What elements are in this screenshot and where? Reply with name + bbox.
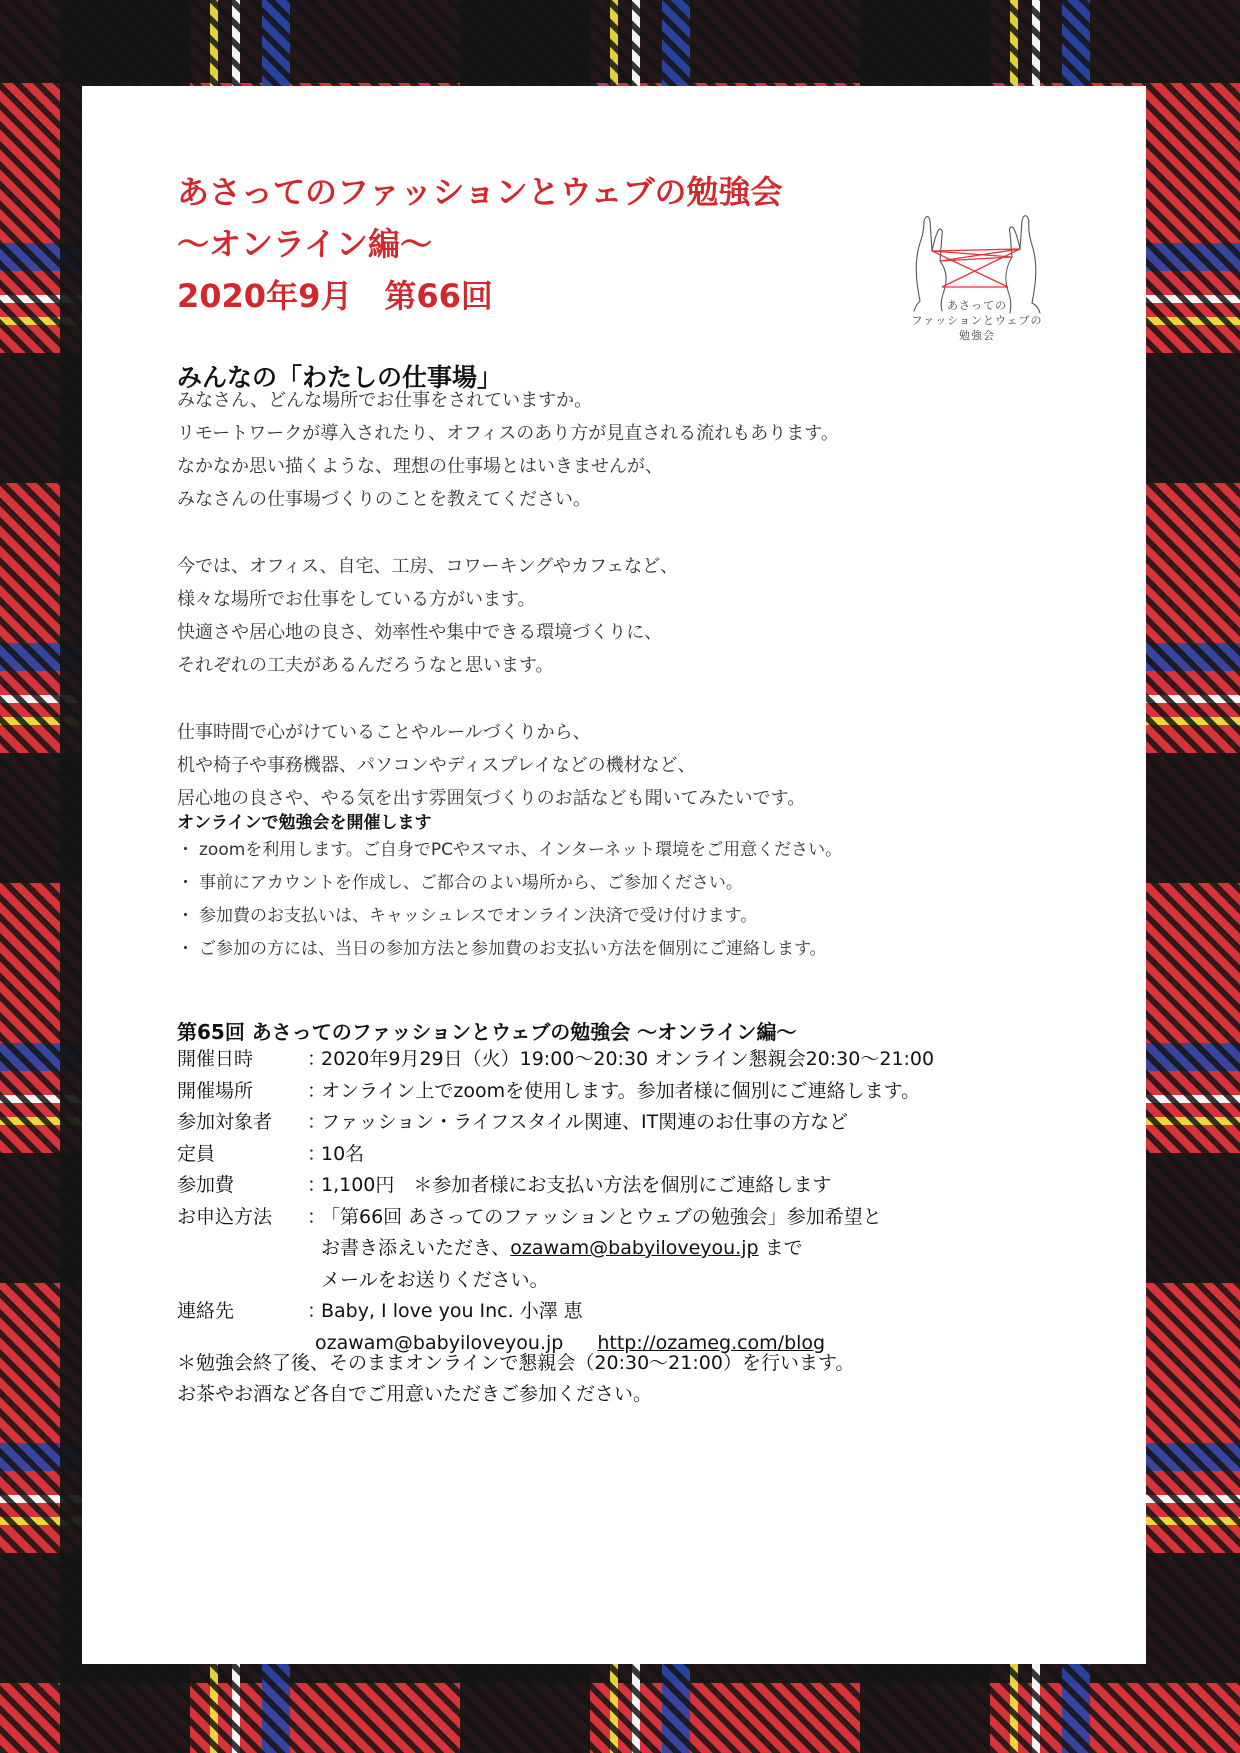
colon: ： — [307, 1205, 327, 1228]
colon: ： — [307, 1048, 327, 1070]
bullet-marker: ・ — [177, 939, 194, 959]
colon: ： — [307, 1111, 327, 1133]
colon: ： — [307, 1174, 327, 1196]
paragraph-line: なかなか思い描くような、理想の仕事場とはいきませんが、 — [177, 456, 663, 477]
note-line-2: お茶やお酒など各自でご用意いただきご参加ください。 — [177, 1383, 653, 1405]
detail-row-target — [177, 1107, 934, 1139]
title-line-3: 2020年9月 第66回 — [177, 277, 493, 315]
logo-caption-line-2: ファッションとウェブの — [911, 314, 1043, 327]
detail-row-place — [177, 1076, 934, 1108]
bullet-marker: ・ — [177, 906, 194, 926]
paragraph-line: リモートワークが導入されたり、オフィスのあり方が見直される流れもあります。 — [177, 423, 839, 444]
apply-line-3: メールをお送りください。 — [321, 1268, 549, 1291]
apply-line-2-suffix: まで — [758, 1237, 803, 1259]
colon: ： — [307, 1142, 327, 1165]
closing-note — [177, 1348, 854, 1410]
logo-caption — [882, 298, 1072, 343]
paragraph-line: 机や椅子や事務機器、パソコンやディスプレイなどの機材など、 — [177, 755, 696, 776]
detail-row-fee — [177, 1170, 934, 1202]
fee-label: 参加費 — [177, 1174, 235, 1196]
paragraph-line: 仕事時間で心がけていることやルールづくりから、 — [177, 722, 591, 743]
apply-line-2-text: お書き添えいただき、 — [321, 1237, 511, 1259]
title-line-1: あさってのファッションとウェブの勉強会 — [177, 173, 783, 211]
contact-blog-link[interactable]: http://ozameg.com/blog — [597, 1331, 826, 1354]
paragraph-line: それぞれの工夫があるんだろうなと思います。 — [177, 655, 554, 676]
paragraph-1 — [177, 384, 839, 516]
paragraph-line: 快適さや居心地の良さ、効率性や集中できる環境づくりに、 — [177, 622, 663, 643]
bullet-marker: ・ — [177, 840, 194, 860]
paragraph-line: みなさん、どんな場所でお仕事をされていますか。 — [177, 390, 593, 411]
note-line-1: ＊勉強会終了後、そのままオンラインで懇親会（20:30〜21:00）を行います。 — [177, 1352, 855, 1374]
detail-row-date — [177, 1044, 934, 1076]
title-line-2: 〜オンライン編〜 — [177, 225, 433, 263]
capacity-value: 10名 — [321, 1142, 365, 1165]
logo-caption-line-3: 勉強会 — [959, 329, 995, 342]
paragraph-line: 今では、オフィス、自宅、工房、コワーキングやカフェなど、 — [177, 556, 679, 577]
bullet-text: ご参加の方には、当日の参加方法と参加費のお支払い方法を個別にご連絡します。 — [199, 939, 827, 959]
colon: ： — [307, 1300, 327, 1322]
apply-line-1: 「第66回 あさってのファッションとウェブの勉強会」参加希望と — [321, 1205, 882, 1228]
list-item — [177, 933, 842, 966]
target-value: ファッション・ライフスタイル関連、IT関連のお仕事の方など — [321, 1111, 849, 1133]
list-item — [177, 900, 842, 933]
detail-row-capacity — [177, 1139, 934, 1171]
apply-line-2 — [177, 1233, 934, 1265]
apply-email-link[interactable]: ozawam@babyiloveyou.jp — [510, 1237, 759, 1259]
logo-caption-line-1: あさっての — [947, 299, 1007, 312]
contact-label: 連絡先 — [177, 1300, 235, 1322]
paragraph-line: 様々な場所でお仕事をしている方がいます。 — [177, 589, 536, 610]
colon: ： — [307, 1079, 327, 1102]
place-value: オンライン上でzoomを使用します。参加者様に個別にご連絡します。 — [321, 1079, 921, 1102]
contact-name: Baby, I love you Inc. 小澤 恵 — [321, 1300, 583, 1322]
detail-row-contact — [177, 1296, 934, 1328]
contact-email: ozawam@babyiloveyou.jp — [315, 1331, 564, 1354]
bullet-text: zoomを利用します。ご自身でPCやスマホ、インターネット環境をご用意ください。 — [199, 840, 843, 860]
target-label: 参加対象者 — [177, 1111, 273, 1133]
document-page — [82, 86, 1146, 1664]
section-heading: みんなの「わたしの仕事場」 — [177, 363, 503, 392]
date-value: 2020年9月29日（火）19:00〜20:30 オンライン懇親会20:30〜21:00 — [321, 1048, 935, 1070]
place-label: 開催場所 — [177, 1079, 254, 1102]
bullet-text: 参加費のお支払いは、キャッシュレスでオンライン決済で受け付けます。 — [199, 906, 758, 926]
paragraph-line: 居心地の良さや、やる気を出す雰囲気づくりのお話なども聞いてみたいです。 — [177, 788, 806, 809]
paragraph-line: みなさんの仕事場づくりのことを教えてください。 — [177, 489, 591, 510]
capacity-label: 定員 — [177, 1142, 216, 1165]
event-title: 第65回 あさってのファッションとウェブの勉強会 〜オンライン編〜 — [177, 1020, 797, 1044]
list-item — [177, 834, 842, 867]
online-bullet-list — [177, 834, 842, 966]
date-label: 開催日時 — [177, 1048, 254, 1070]
bullet-marker: ・ — [177, 873, 194, 893]
event-details — [177, 1044, 934, 1359]
paragraph-2 — [177, 550, 678, 682]
paragraph-3 — [177, 716, 805, 815]
fee-value: 1,100円 ＊参加者様にお支払い方法を個別にご連絡します — [321, 1174, 832, 1196]
detail-row-apply — [177, 1202, 934, 1234]
online-heading: オンラインで勉強会を開催します — [177, 813, 432, 833]
list-item — [177, 867, 842, 900]
bullet-text: 事前にアカウントを作成し、ご都合のよい場所から、ご参加ください。 — [199, 873, 743, 893]
apply-label: お申込方法 — [177, 1205, 273, 1228]
